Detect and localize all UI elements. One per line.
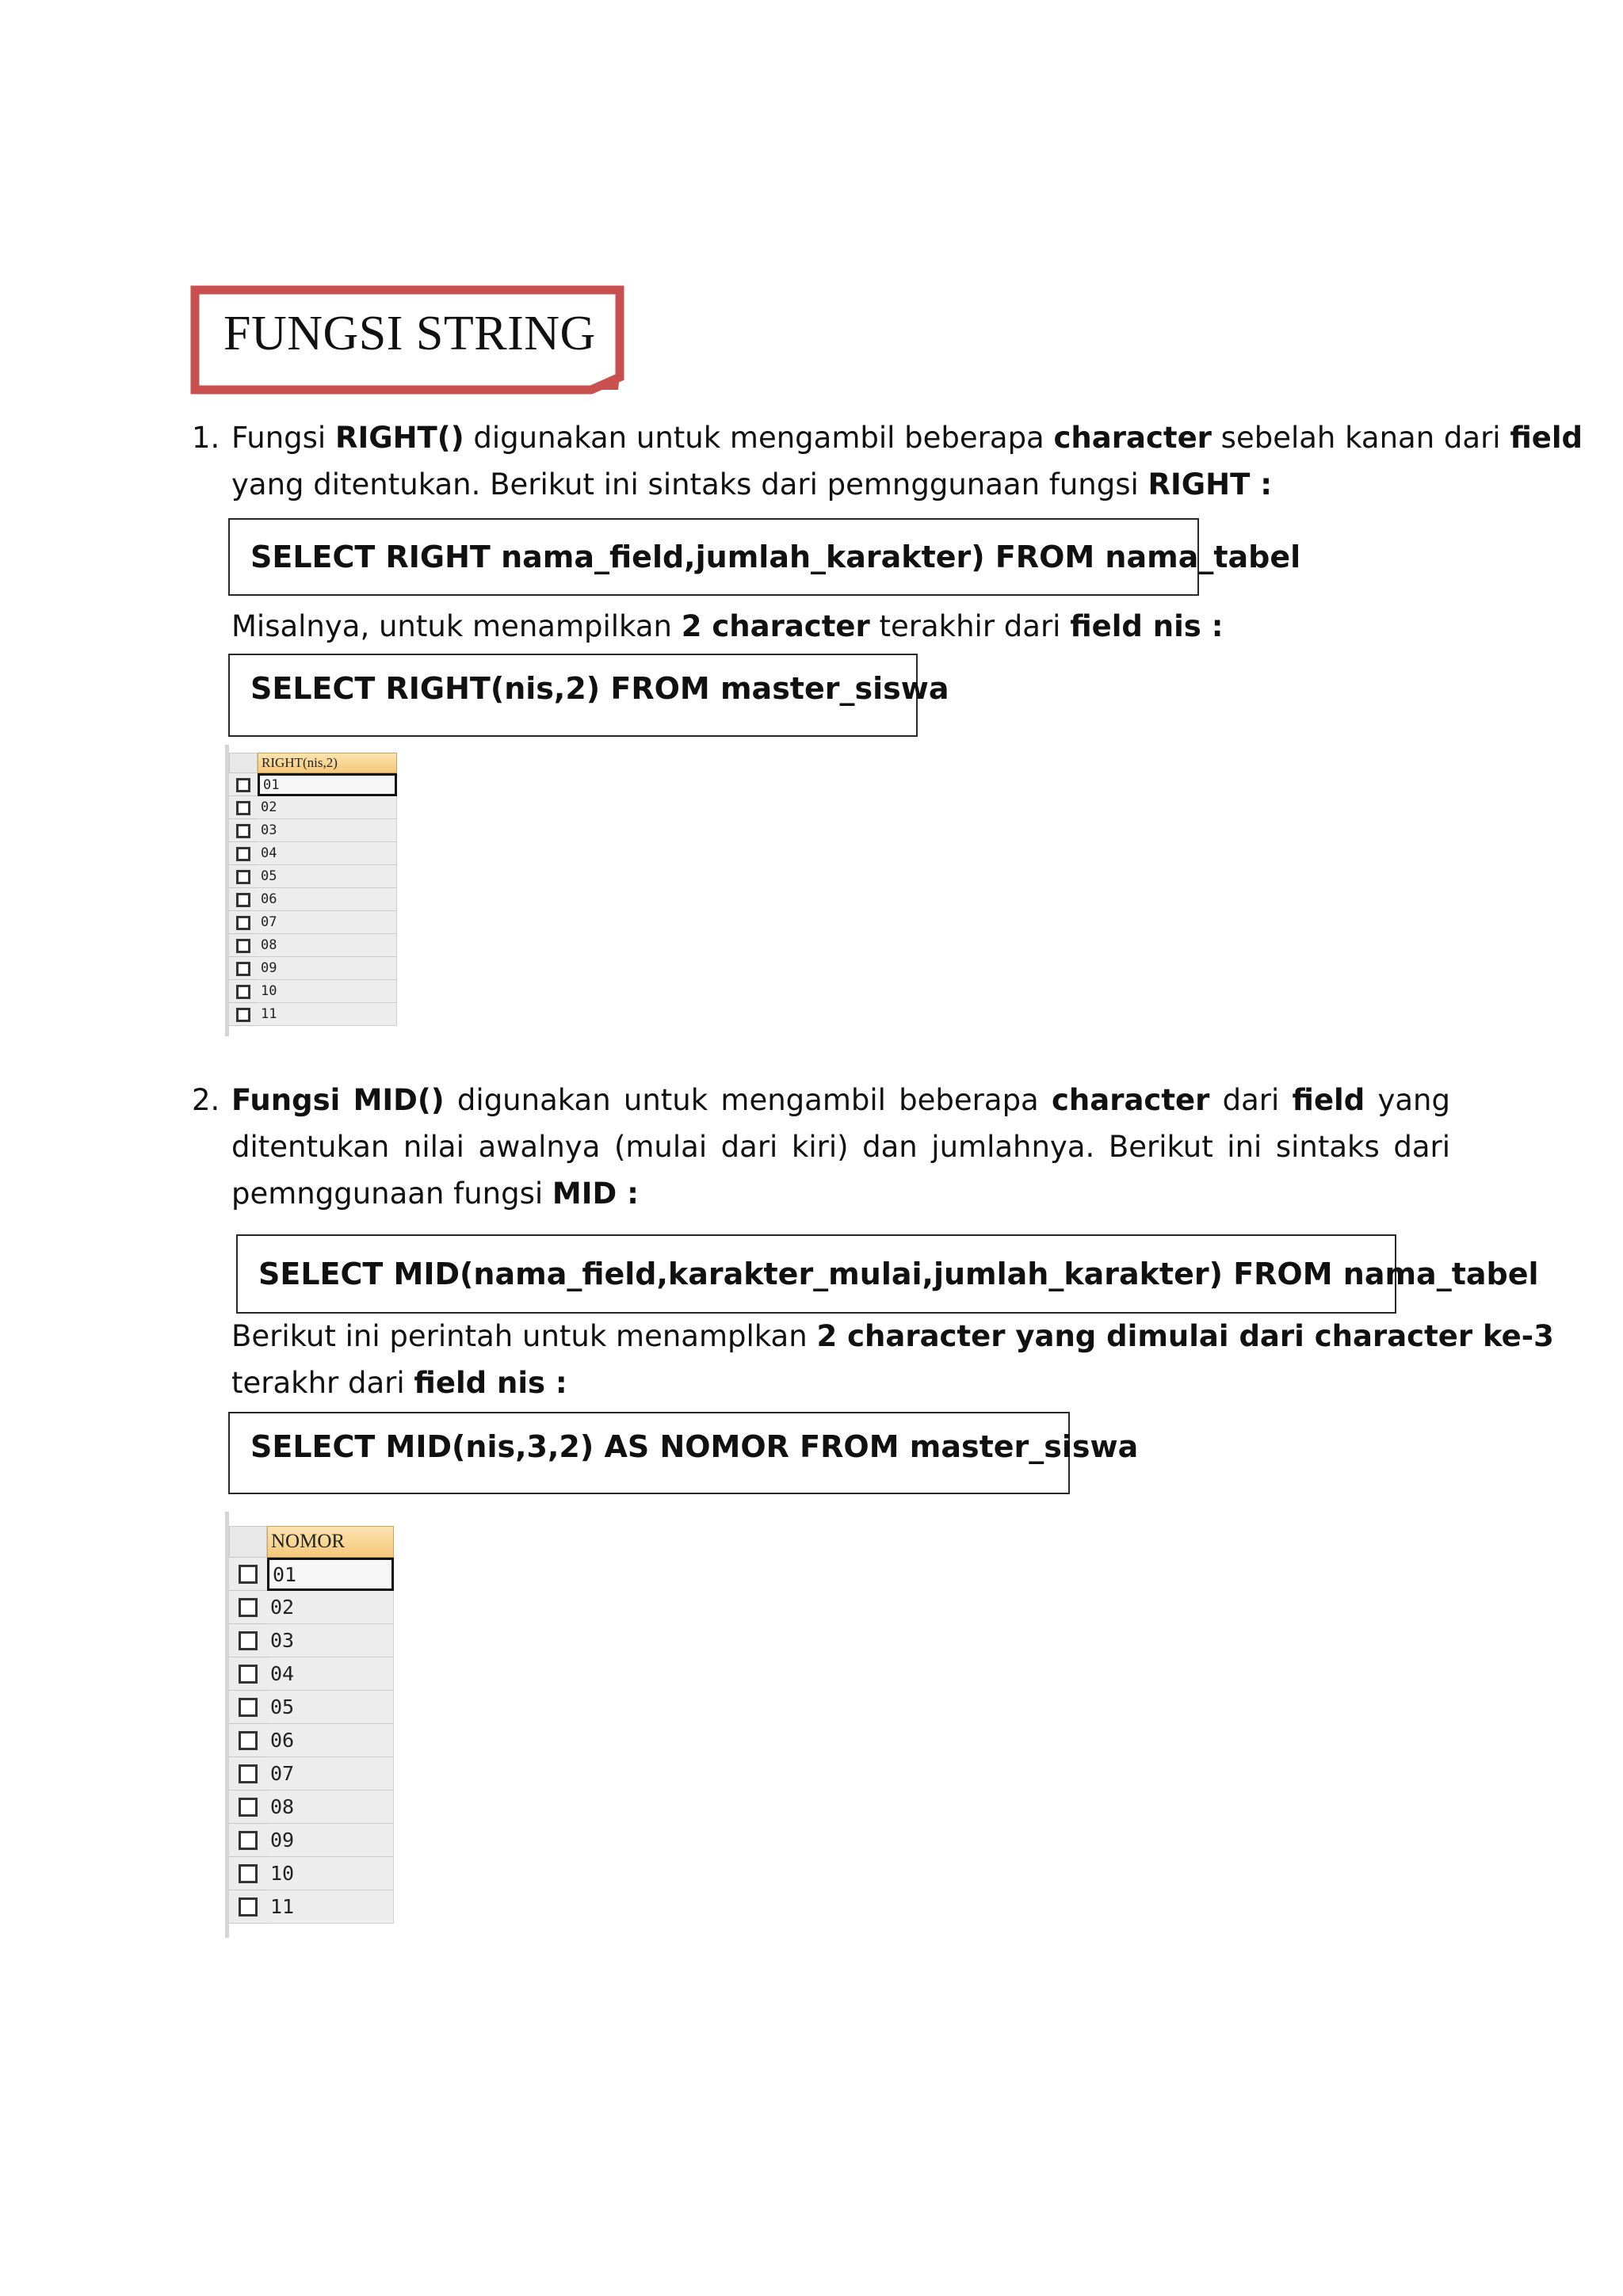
text-run: character [1053,421,1212,455]
grid-cell[interactable]: 03 [258,819,397,842]
mid-result-grid [225,1512,421,1938]
mid-example-query-box [228,1412,1139,1494]
text-run: digunakan untuk mengambil beberapa [464,421,1054,455]
row-select-checkbox[interactable] [236,870,250,884]
right-example-query: SELECT RIGHT(nis,2) FROM master_siswa [250,671,949,706]
grid-row-header[interactable] [229,1691,267,1724]
row-select-checkbox[interactable] [236,778,250,792]
text-run: Fungsi [231,421,335,455]
row-select-checkbox[interactable] [236,1008,250,1022]
row-select-checkbox[interactable] [236,916,250,930]
row-select-checkbox[interactable] [236,847,250,861]
text-run: 2 character [681,609,870,643]
text-run: dari [1209,1083,1293,1117]
mid-syntax-code: SELECT MID(nama_field,karakter_mulai,jumlah_karakter) FROM nama_tabel [258,1257,1539,1291]
text-run: MID : [552,1177,639,1211]
section-2-number: 2. [192,1083,220,1117]
mid-example-query: SELECT MID(nis,3,2) AS NOMOR FROM master_siswa [250,1429,1139,1464]
grid-row-header[interactable] [229,1757,267,1791]
grid-cell[interactable]: 09 [267,1824,394,1857]
grid-cell[interactable]: 01 [258,773,397,796]
row-select-checkbox[interactable] [236,939,250,953]
grid-cell[interactable]: 01 [267,1558,394,1591]
text-run: Fungsi [231,1083,341,1117]
grid-row-header[interactable] [229,888,258,911]
grid-row-header[interactable] [229,934,258,957]
section-1-line-1 [231,414,1583,461]
grid-column-header[interactable]: RIGHT(nis,2) [258,753,397,773]
text-run: field nis : [1070,609,1224,643]
right-syntax-box [228,518,1301,596]
row-select-checkbox[interactable] [239,1698,258,1717]
grid-cell[interactable]: 06 [267,1724,394,1757]
section-1-line-2 [231,461,1272,508]
row-select-checkbox[interactable] [236,824,250,838]
grid-cell[interactable]: 05 [258,865,397,888]
text-run: field [1292,1083,1365,1117]
text-run: yang ditentukan nilai awalnya (mulai dari kiri) dan jumlahnya. Berikut ini sintaks dari pemnggunaan fungsi [231,1083,1450,1211]
row-select-checkbox[interactable] [239,1731,258,1750]
text-run [340,1083,353,1117]
row-select-checkbox[interactable] [236,985,250,999]
text-run: RIGHT : [1148,467,1273,502]
text-run: terakhr dari [231,1366,414,1400]
grid-row-header[interactable] [229,1857,267,1890]
grid-row-header[interactable] [229,1003,258,1026]
row-select-checkbox[interactable] [236,893,250,907]
grid-row-header[interactable] [229,865,258,888]
grid-column-header[interactable]: NOMOR [267,1526,394,1558]
section-title-box [190,285,624,395]
mid-syntax-box [236,1234,1539,1314]
row-select-checkbox[interactable] [239,1831,258,1850]
grid-corner [229,753,258,773]
grid-corner [229,1526,267,1558]
grid-cell[interactable]: 07 [258,911,397,934]
text-run: character [1051,1083,1210,1117]
grid-row-header[interactable] [229,1791,267,1824]
grid-row-header[interactable] [229,1657,267,1691]
grid-cell[interactable]: 03 [267,1624,394,1657]
text-run: digunakan untuk mengambil beberapa [444,1083,1052,1117]
grid-cell[interactable]: 11 [258,1003,397,1026]
page-title: FUNGSI STRING [223,307,596,360]
row-select-checkbox[interactable] [236,801,250,815]
section-1-number: 1. [192,421,220,455]
text-run: field [1510,421,1583,455]
grid-row-header[interactable] [229,957,258,980]
right-result-grid [225,745,419,1036]
grid-row-header[interactable] [229,1591,267,1624]
grid-row-header[interactable] [229,819,258,842]
grid-row-header[interactable] [229,796,258,819]
grid-cell[interactable]: 08 [267,1791,394,1824]
grid-cell[interactable]: 02 [258,796,397,819]
row-select-checkbox[interactable] [239,1598,258,1617]
grid-cell[interactable]: 05 [267,1691,394,1724]
grid-row-header[interactable] [229,911,258,934]
grid-row-header[interactable] [229,1558,267,1591]
grid-cell[interactable]: 02 [267,1591,394,1624]
grid-row-header[interactable] [229,1890,267,1924]
grid-row-header[interactable] [229,1624,267,1657]
grid-cell[interactable]: 10 [267,1857,394,1890]
text-run: 2 character yang dimulai dari character ke-3 [816,1319,1554,1353]
grid-cell[interactable]: 04 [258,842,397,865]
text-run: field nis : [414,1366,567,1400]
text-run: RIGHT() [334,421,464,455]
row-select-checkbox[interactable] [239,1565,258,1584]
text-run: sebelah kanan dari [1211,421,1510,455]
row-select-checkbox[interactable] [236,962,250,976]
row-select-checkbox[interactable] [239,1631,258,1650]
text-run: yang ditentukan. Berikut ini sintaks dari pemnggunaan fungsi [231,467,1148,502]
grid-cell[interactable]: 06 [258,888,397,911]
grid-row-header[interactable] [229,1824,267,1857]
right-example-text [231,603,1224,650]
grid-cell[interactable]: 07 [267,1757,394,1791]
section-2-paragraph [231,1077,1450,1217]
mid-example-line-1 [231,1313,1554,1360]
text-run: Misalnya, untuk menampilkan [231,609,682,643]
grid-row-header[interactable] [229,842,258,865]
text-run: MID() [353,1083,445,1117]
row-select-checkbox[interactable] [239,1764,258,1783]
grid-cell[interactable]: 11 [267,1890,394,1924]
row-select-checkbox[interactable] [239,1665,258,1684]
grid-row-header[interactable] [229,773,258,796]
grid-row-header[interactable] [229,980,258,1003]
grid-cell[interactable]: 04 [267,1657,394,1691]
right-syntax-code: SELECT RIGHT nama_field,jumlah_karakter) FROM nama_tabel [250,540,1301,574]
text-run: terakhir dari [869,609,1071,643]
row-select-checkbox[interactable] [239,1798,258,1817]
grid-row-header[interactable] [229,1724,267,1757]
grid-cell[interactable]: 09 [258,957,397,980]
row-select-checkbox[interactable] [239,1864,258,1883]
grid-cell[interactable]: 10 [258,980,397,1003]
grid-cell[interactable]: 08 [258,934,397,957]
mid-example-line-2 [231,1360,567,1406]
right-example-query-box [228,654,949,737]
row-select-checkbox[interactable] [239,1897,258,1917]
text-run: Berikut ini perintah untuk menamplkan [231,1319,817,1353]
